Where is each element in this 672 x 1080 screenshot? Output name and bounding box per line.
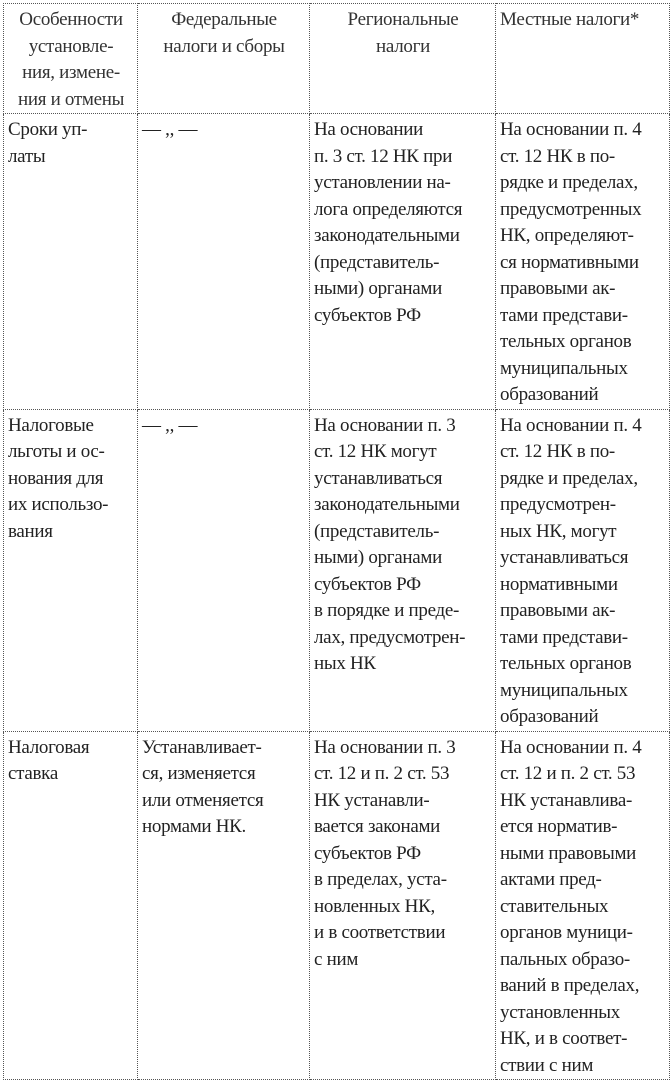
local-cell: На основании п. 4 ст. 12 и п. 2 ст. 53 НК устанавлива- ется норматив- ными правовыми актами пред- ставительных органов муници- пальных образо- ваний в пределах, установленных НК, и в соответ- ствии с ним xyxy=(496,731,670,1080)
row-label: Налоговая ставка xyxy=(4,731,138,1080)
federal-cell: — ,, — xyxy=(138,114,310,410)
table-row xyxy=(4,409,670,731)
row-label: Сроки уп- латы xyxy=(4,114,138,410)
row-label: Налоговые льготы и ос- нования для их использо- вания xyxy=(4,409,138,731)
table-row xyxy=(4,114,670,410)
header-features: Особенности установле- ния, измене- ния и отмены xyxy=(4,4,138,114)
header-federal: Федеральные налоги и сборы xyxy=(138,4,310,114)
header-local: Местные налоги* xyxy=(496,4,670,114)
regional-cell: На основании п. 3 ст. 12 НК при установлении на- лога определяются законодательными (представитель- ными) органами субъектов РФ xyxy=(310,114,496,410)
local-cell: На основании п. 4 ст. 12 НК в по- рядке и пределах, предусмотрен- ных НК, могут устанавливаться нормативными правовыми ак- тами представи- тельных органов муниципальных образований xyxy=(496,409,670,731)
regional-cell: На основании п. 3 ст. 12 и п. 2 ст. 53 НК устанавли- вается законами субъектов РФ в пределах, уста- новленных НК, и в соответствии с ним xyxy=(310,731,496,1080)
regional-cell: На основании п. 3 ст. 12 НК могут устанавливаться законодательными (представитель- ными) органами субъектов РФ в порядке и преде- лах, предусмотрен- ных НК xyxy=(310,409,496,731)
tax-comparison-table xyxy=(3,3,670,1080)
federal-cell: Устанавливает- ся, изменяется или отменяется нормами НК. xyxy=(138,731,310,1080)
header-row xyxy=(4,4,670,114)
local-cell: На основании п. 4 ст. 12 НК в по- рядке и пределах, предусмотренных НК, определяют- ся нормативными правовыми ак- тами представи- тельных органов муниципальных образований xyxy=(496,114,670,410)
federal-cell: — ,, — xyxy=(138,409,310,731)
header-regional: Региональные налоги xyxy=(310,4,496,114)
table-row xyxy=(4,731,670,1080)
